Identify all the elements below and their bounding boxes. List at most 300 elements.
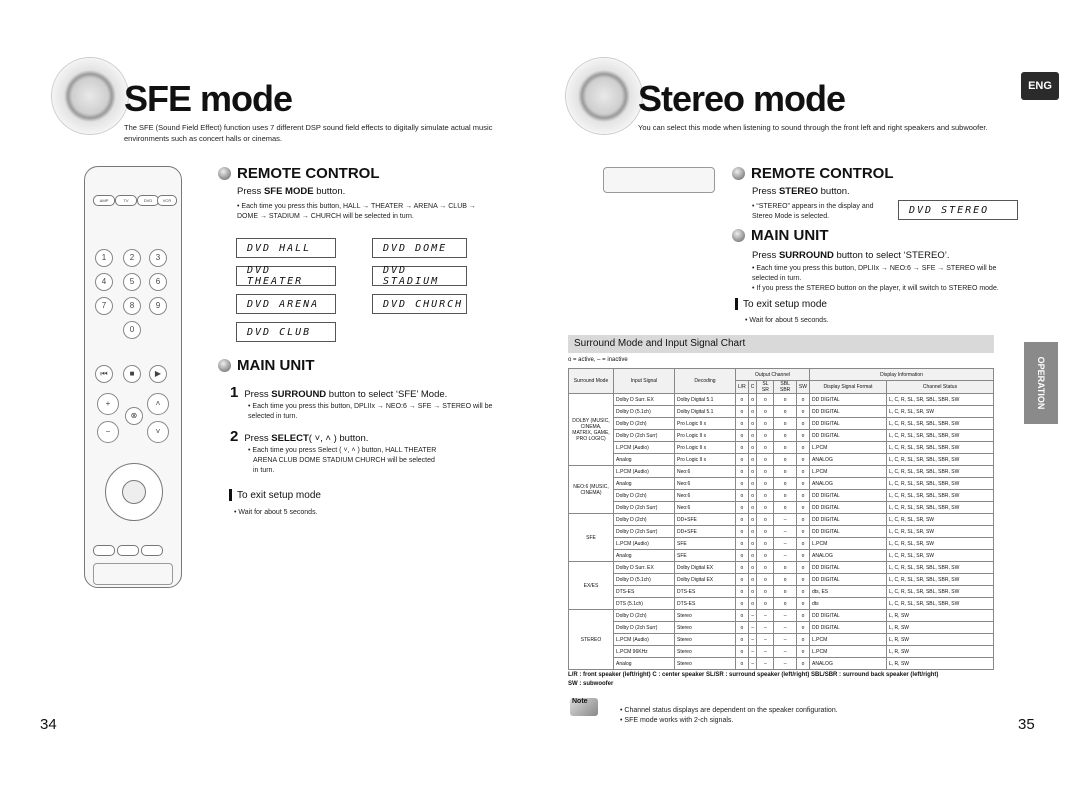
table-cell: Analog: [614, 658, 675, 670]
table-cell: o: [774, 490, 797, 502]
table-cell: o: [774, 562, 797, 574]
th-sblsbr: SBL SBR: [774, 381, 797, 394]
th-display-info: Display Information: [810, 369, 994, 381]
table-cell: o: [748, 502, 757, 514]
table-row: [569, 634, 994, 646]
table-cell: o: [757, 490, 774, 502]
th-c: C: [748, 381, 757, 394]
table-cell: o: [796, 514, 809, 526]
table-cell: –: [774, 514, 797, 526]
table-cell: o: [736, 550, 749, 562]
table-cell: Dolby Digital 5.1: [675, 394, 736, 406]
note-1: • Channel status displays are dependent on the speaker configuration.: [620, 707, 838, 714]
surround-mode-table-wrap: [568, 368, 994, 670]
step-number: 2: [230, 428, 239, 445]
table-cell: L, R, SW: [887, 622, 994, 634]
table-cell: SFE: [675, 550, 736, 562]
tv-button: TV: [115, 195, 137, 206]
table-cell: o: [748, 406, 757, 418]
table-cell: o: [757, 550, 774, 562]
table-row: [569, 598, 994, 610]
table-cell: DD DIGITAL: [810, 502, 887, 514]
enter-button: [122, 480, 146, 504]
table-row: [569, 442, 994, 454]
right-main-note-2: • If you press the STEREO button on the player, it will switch to STEREO mode.: [752, 285, 999, 292]
table-cell: o: [748, 442, 757, 454]
note-text: Each time you press this button, HALL → THEATER → ARENA → CLUB → DOME → STADIUM → CHURCH will be selected in turn.: [237, 203, 476, 220]
lcd-theater: DVD THEATER: [236, 266, 336, 286]
sfe-mode-label: SFE MODE: [263, 186, 314, 197]
num-0-button: 0: [123, 321, 141, 339]
table-cell: L, C, R, SL, SR, SBL, SBR, SW: [887, 430, 994, 442]
table-cell: DD DIGITAL: [810, 526, 887, 538]
volume-down-button: −: [97, 421, 119, 443]
stop-button: ■: [123, 365, 141, 383]
table-cell: Dolby D (2ch Surr): [614, 502, 675, 514]
table-cell: DD DIGITAL: [810, 622, 887, 634]
table-cell: o: [736, 514, 749, 526]
table-cell: o: [736, 502, 749, 514]
th-sw: SW: [796, 381, 809, 394]
th-output-channel: Output Channel: [736, 369, 810, 381]
table-cell: o: [736, 418, 749, 430]
num-8-button: 8: [123, 297, 141, 315]
table-cell: o: [736, 562, 749, 574]
table-cell: o: [796, 646, 809, 658]
table-cell: o: [736, 634, 749, 646]
table-row: [569, 574, 994, 586]
table-cell: Neo:6: [675, 478, 736, 490]
table-cell: –: [774, 658, 797, 670]
table-cell: o: [748, 454, 757, 466]
table-cell: DD+SFE: [675, 526, 736, 538]
table-cell: L, C, R, SL, SR, SW: [887, 514, 994, 526]
table-cell: L.PCM (Audio): [614, 538, 675, 550]
table-cell: Stereo: [675, 634, 736, 646]
right-exit-note: • Wait for about 5 seconds.: [745, 317, 829, 324]
table-cell: Dolby D Surr. EX: [614, 562, 675, 574]
table-row: [569, 562, 994, 574]
instruction-prefix: Press: [237, 186, 264, 197]
table-cell: DTS-ES: [675, 586, 736, 598]
table-cell: Pro Logic II x: [675, 454, 736, 466]
table-cell: –: [774, 646, 797, 658]
th-slsr: SL SR: [757, 381, 774, 394]
section-title: MAIN UNIT: [237, 357, 315, 374]
table-cell: o: [748, 466, 757, 478]
table-cell: o: [796, 598, 809, 610]
table-legend-top: o = active, – = inactive: [568, 357, 628, 363]
disc-graphic-right: [566, 58, 642, 134]
dvd-button: DVD: [137, 195, 159, 206]
table-cell: o: [796, 574, 809, 586]
left-page-title: SFE mode: [124, 78, 293, 119]
table-cell: o: [796, 538, 809, 550]
table-cell: o: [736, 574, 749, 586]
disc-graphic-left: [52, 58, 128, 134]
table-cell: o: [736, 538, 749, 550]
table-cell: o: [757, 538, 774, 550]
table-row: [569, 514, 994, 526]
table-cell: o: [774, 430, 797, 442]
table-cell: –: [774, 550, 797, 562]
table-cell: –: [774, 634, 797, 646]
left-remote-instruction: [237, 186, 345, 197]
table-cell: DTS (5.1ch): [614, 598, 675, 610]
stereo-label: STEREO: [778, 186, 818, 197]
table-cell: o: [774, 574, 797, 586]
th-decoding: Decoding: [675, 369, 736, 394]
right-page-title: Stereo mode: [638, 78, 846, 119]
table-cell: ANALOG: [810, 550, 887, 562]
right-remote-note: • “STEREO” appears in the display and Stereo Mode is selected.: [752, 203, 874, 220]
th-lr: L/R: [736, 381, 749, 394]
table-cell: L, R, SW: [887, 646, 994, 658]
table-cell: o: [796, 634, 809, 646]
table-row: [569, 658, 994, 670]
table-cell: Dolby D (2ch Surr): [614, 526, 675, 538]
table-cell: –: [757, 634, 774, 646]
table-cell: Dolby D (5.1ch): [614, 406, 675, 418]
num-2-button: 2: [123, 249, 141, 267]
step-text: Press SELECT( ˅, ˄ ) button.: [244, 433, 369, 444]
amp-button: AMP: [93, 195, 115, 206]
left-exit-note: • Wait for about 5 seconds.: [234, 509, 318, 516]
table-cell: Dolby D (2ch): [614, 490, 675, 502]
tuning-down-button: ˅: [147, 421, 169, 443]
num-7-button: 7: [95, 297, 113, 315]
table-cell: L, C, R, SL, SR, SW: [887, 526, 994, 538]
table-cell: o: [796, 454, 809, 466]
th-input-signal: Input Signal: [614, 369, 675, 394]
table-cell: –: [748, 658, 757, 670]
table-cell: o: [736, 622, 749, 634]
table-cell: o: [796, 586, 809, 598]
step-2: [230, 428, 368, 445]
table-cell: DD DIGITAL: [810, 394, 887, 406]
step-1-note: • Each time you press this button, DPLIIx → NEO:6 → SFE → STEREO will be selected in turn.: [248, 403, 493, 420]
table-cell: o: [757, 526, 774, 538]
table-cell: –: [757, 658, 774, 670]
left-main-unit-section-heading: [218, 357, 315, 374]
table-cell: Dolby Digital EX: [675, 574, 736, 586]
table-cell: o: [748, 538, 757, 550]
table-cell: o: [796, 430, 809, 442]
left-remote-note: • Each time you press this button, HALL → THEATER → ARENA → CLUB → DOME → STADIUM → CHURCH will be selected in turn.: [237, 203, 476, 220]
lcd-arena: DVD ARENA: [236, 294, 336, 314]
table-cell: o: [796, 394, 809, 406]
table-cell: o: [736, 610, 749, 622]
table-cell: DD DIGITAL: [810, 430, 887, 442]
table-row: [569, 490, 994, 502]
table-cell: –: [774, 610, 797, 622]
mode-cell: STEREO: [569, 610, 614, 670]
remote-bottom-panel: [93, 563, 173, 585]
table-cell: L, R, SW: [887, 634, 994, 646]
table-cell: Stereo: [675, 622, 736, 634]
lcd-dome: DVD DOME: [372, 238, 467, 258]
table-cell: ANALOG: [810, 478, 887, 490]
table-cell: Dolby Digital EX: [675, 562, 736, 574]
table-cell: o: [796, 562, 809, 574]
left-exit-heading: To exit setup mode: [229, 489, 321, 501]
table-cell: o: [736, 454, 749, 466]
right-remote-instruction: Press STEREO button.: [752, 186, 850, 197]
vcr-button: VCR: [157, 195, 177, 206]
table-row: [569, 430, 994, 442]
right-main-unit-section-heading: [732, 227, 829, 244]
table-cell: L.PCM (Audio): [614, 634, 675, 646]
table-cell: o: [748, 598, 757, 610]
table-cell: L, C, R, SL, SR, SBL, SBR, SW: [887, 502, 994, 514]
table-cell: o: [757, 442, 774, 454]
table-cell: o: [757, 430, 774, 442]
table-cell: o: [796, 622, 809, 634]
table-cell: o: [796, 418, 809, 430]
table-row: [569, 466, 994, 478]
table-cell: Neo:6: [675, 466, 736, 478]
table-cell: L, C, R, SL, SR, SBL, SBR, SW: [887, 562, 994, 574]
table-cell: o: [736, 406, 749, 418]
table-cell: o: [757, 466, 774, 478]
table-cell: o: [736, 490, 749, 502]
table-cell: o: [748, 526, 757, 538]
volume-up-button: +: [97, 393, 119, 415]
table-cell: L, C, R, SL, SR, SW: [887, 538, 994, 550]
sfe-mode-button: [117, 545, 139, 556]
table-cell: o: [757, 418, 774, 430]
table-cell: o: [757, 502, 774, 514]
table-cell: o: [736, 394, 749, 406]
table-row: [569, 646, 994, 658]
table-cell: L.PCM: [810, 646, 887, 658]
num-1-button: 1: [95, 249, 113, 267]
table-row: [569, 526, 994, 538]
table-cell: Dolby D Surr. EX: [614, 394, 675, 406]
table-cell: L.PCM: [810, 442, 887, 454]
table-cell: o: [748, 550, 757, 562]
lcd-stadium: DVD STADIUM: [372, 266, 467, 286]
right-main-instruction: Press SURROUND button to select ‘STEREO’.: [752, 250, 950, 261]
table-cell: L, C, R, SL, SR, SBL, SBR, SW: [887, 598, 994, 610]
table-cell: o: [796, 526, 809, 538]
right-page-number: 35: [1018, 716, 1035, 733]
table-cell: –: [774, 526, 797, 538]
num-5-button: 5: [123, 273, 141, 291]
num-3-button: 3: [149, 249, 167, 267]
left-remote-section-heading: [218, 165, 380, 182]
table-cell: dts, ES: [810, 586, 887, 598]
mode-cell: SFE: [569, 514, 614, 562]
section-bullet-icon: [732, 229, 745, 242]
table-cell: Dolby D (2ch): [614, 418, 675, 430]
table-cell: o: [774, 442, 797, 454]
table-cell: DD DIGITAL: [810, 514, 887, 526]
table-cell: L.PCM (Audio): [614, 442, 675, 454]
left-intro: The SFE (Sound Field Effect) function uses 7 different DSP sound field effects to digitally simulate actual music environments such as concert halls or cinemas.: [124, 123, 493, 143]
mute-button: ⊗: [125, 407, 143, 425]
table-cell: L, C, R, SL, SR, SBL, SBR, SW: [887, 586, 994, 598]
table-cell: o: [757, 574, 774, 586]
table-row: [569, 418, 994, 430]
table-cell: o: [736, 586, 749, 598]
table-row: [569, 478, 994, 490]
table-cell: DD DIGITAL: [810, 562, 887, 574]
table-cell: –: [748, 610, 757, 622]
prev-button: ⏮: [95, 365, 113, 383]
play-button: ▶: [149, 365, 167, 383]
table-cell: L, C, R, SL, SR, SW: [887, 406, 994, 418]
mode-cell: NEO:6 (MUSIC, CINEMA): [569, 466, 614, 514]
table-cell: ANALOG: [810, 454, 887, 466]
step-text: Press SURROUND button to select ‘SFE’ Mode.: [244, 389, 448, 400]
table-cell: o: [757, 598, 774, 610]
table-cell: L.PCM: [810, 634, 887, 646]
step-1: [230, 384, 447, 401]
table-cell: –: [757, 646, 774, 658]
table-cell: o: [774, 418, 797, 430]
table-cell: o: [796, 550, 809, 562]
table-cell: dts: [810, 598, 887, 610]
table-cell: o: [796, 466, 809, 478]
instruction-suffix: button.: [313, 186, 346, 197]
table-cell: DD DIGITAL: [810, 610, 887, 622]
table-cell: o: [748, 514, 757, 526]
table-cell: L.PCM: [810, 538, 887, 550]
table-row: [569, 394, 994, 406]
table-cell: o: [748, 478, 757, 490]
table-cell: SFE: [675, 538, 736, 550]
table-cell: o: [748, 490, 757, 502]
th-channel-status: Channel Status: [887, 381, 994, 394]
table-cell: DD DIGITAL: [810, 574, 887, 586]
table-cell: o: [774, 598, 797, 610]
note-label: Note: [572, 698, 588, 705]
table-cell: L, R, SW: [887, 658, 994, 670]
table-cell: o: [736, 658, 749, 670]
right-exit-heading: To exit setup mode: [735, 298, 827, 310]
table-row: [569, 610, 994, 622]
table-cell: L, C, R, SL, SR, SBL, SBR, SW: [887, 418, 994, 430]
left-page-number: 34: [40, 716, 57, 733]
operation-side-tab: OPERATION: [1024, 342, 1058, 424]
note-2: • SFE mode works with 2-ch signals.: [620, 717, 734, 724]
table-cell: –: [757, 610, 774, 622]
right-remote-section-heading: [732, 165, 894, 182]
table-cell: L, R, SW: [887, 610, 994, 622]
table-cell: Analog: [614, 550, 675, 562]
table-cell: Dolby Digital 5.1: [675, 406, 736, 418]
table-cell: o: [796, 658, 809, 670]
table-cell: o: [757, 514, 774, 526]
table-cell: o: [736, 478, 749, 490]
section-bullet-icon: [218, 359, 231, 372]
lcd-hall: DVD HALL: [236, 238, 336, 258]
table-cell: L, C, R, SL, SR, SBL, SBR, SW: [887, 454, 994, 466]
remote-button-row-a: [93, 545, 115, 556]
table-cell: L, C, R, SL, SR, SBL, SBR, SW: [887, 574, 994, 586]
num-9-button: 9: [149, 297, 167, 315]
table-row: [569, 538, 994, 550]
table-cell: L, C, R, SL, SR, SBL, SBR, SW: [887, 478, 994, 490]
right-intro: You can select this mode when listening to sound through the front left and right speakers and subwoofer.: [638, 123, 988, 132]
table-cell: o: [796, 490, 809, 502]
lcd-stereo: DVD STEREO: [898, 200, 1018, 220]
table-cell: o: [796, 442, 809, 454]
table-cell: Stereo: [675, 646, 736, 658]
table-cell: o: [796, 406, 809, 418]
th-display-format: Display Signal Format: [810, 381, 887, 394]
table-cell: DD+SFE: [675, 514, 736, 526]
table-row: [569, 586, 994, 598]
table-cell: DTS-ES: [614, 586, 675, 598]
table-cell: Neo:6: [675, 490, 736, 502]
table-cell: Stereo: [675, 610, 736, 622]
table-cell: o: [757, 478, 774, 490]
table-cell: L, C, R, SL, SR, SBL, SBR, SW: [887, 394, 994, 406]
table-cell: –: [748, 646, 757, 658]
step-2-note: • Each time you press Select ( ˅, ˄ ) button, HALL THEATER ARENA CLUB DOME STADIUM CHURCH will be selected in turn.: [248, 447, 437, 474]
table-cell: Pro Logic II x: [675, 418, 736, 430]
table-cell: o: [748, 586, 757, 598]
table-row: [569, 454, 994, 466]
table-cell: o: [774, 586, 797, 598]
table-cell: o: [796, 610, 809, 622]
table-cell: Analog: [614, 478, 675, 490]
num-6-button: 6: [149, 273, 167, 291]
section-bullet-icon: [218, 167, 231, 180]
table-cell: DD DIGITAL: [810, 418, 887, 430]
table-cell: o: [757, 454, 774, 466]
table-cell: L.PCM 96KHz: [614, 646, 675, 658]
table-cell: –: [774, 622, 797, 634]
table-cell: o: [757, 394, 774, 406]
table-cell: –: [774, 538, 797, 550]
table-cell: Analog: [614, 454, 675, 466]
table-cell: o: [748, 574, 757, 586]
table-cell: L.PCM: [810, 466, 887, 478]
table-cell: –: [748, 622, 757, 634]
table-cell: DTS-ES: [675, 598, 736, 610]
speaker-legend-2: SW : subwoofer: [568, 681, 614, 687]
table-cell: o: [748, 418, 757, 430]
table-cell: o: [796, 478, 809, 490]
eng-badge: ENG: [1021, 72, 1059, 100]
table-cell: o: [774, 466, 797, 478]
remote-stereo-illustration: [603, 167, 715, 193]
chart-title-bar: Surround Mode and Input Signal Chart: [568, 335, 994, 353]
table-cell: o: [748, 430, 757, 442]
section-bullet-icon: [732, 167, 745, 180]
table-cell: Pro Logic II x: [675, 442, 736, 454]
table-cell: DD DIGITAL: [810, 406, 887, 418]
table-row: [569, 502, 994, 514]
right-main-note-1: • Each time you press this button, DPLIIx → NEO:6 → SFE → STEREO will be selected in turn.: [752, 265, 997, 282]
table-cell: o: [736, 646, 749, 658]
table-cell: o: [774, 502, 797, 514]
table-cell: L, C, R, SL, SR, SBL, SBR, SW: [887, 490, 994, 502]
table-cell: –: [748, 634, 757, 646]
surround-mode-table: [568, 368, 994, 670]
table-cell: DD DIGITAL: [810, 490, 887, 502]
lcd-club: DVD CLUB: [236, 322, 336, 342]
table-cell: o: [736, 442, 749, 454]
table-cell: o: [736, 466, 749, 478]
table-cell: ANALOG: [810, 658, 887, 670]
remote-control-illustration: [84, 166, 182, 588]
table-cell: o: [736, 598, 749, 610]
table-cell: o: [774, 406, 797, 418]
